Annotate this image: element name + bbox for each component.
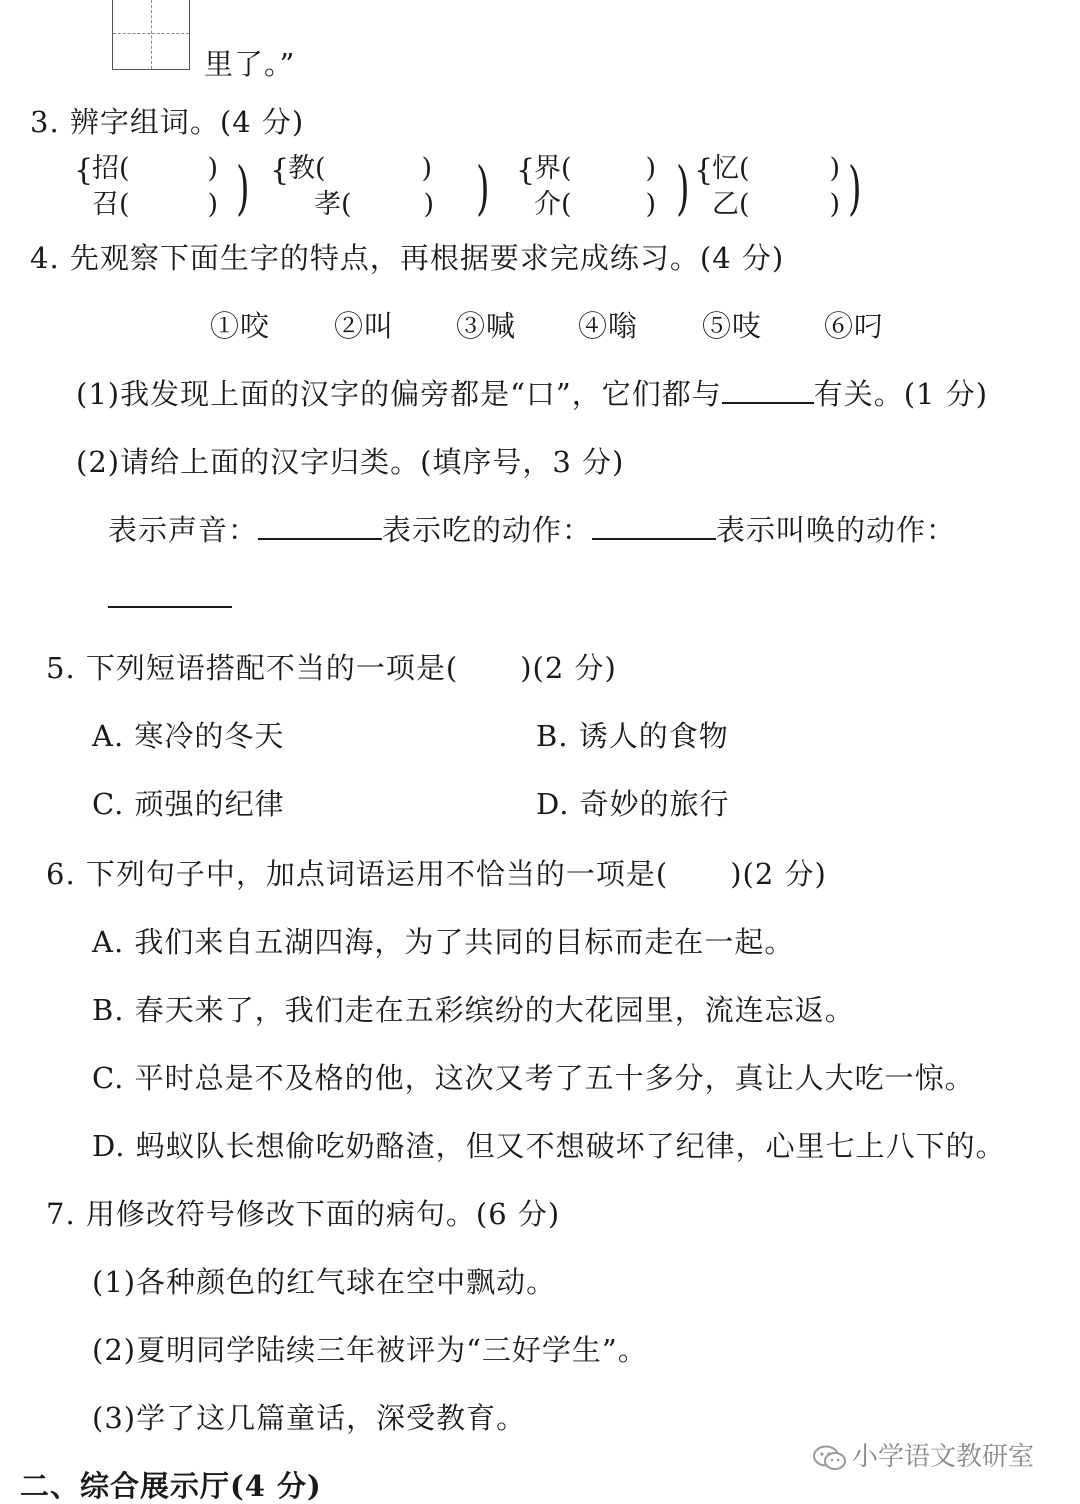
q3-group-1: { 招( ) 召( ) ): [74, 153, 250, 222]
q3-char: 招: [92, 153, 119, 184]
q3-char: 召: [92, 189, 119, 220]
q4-char-2: ②叫: [334, 309, 395, 343]
section-2-title: 二、综合展示厅(4 分): [20, 1469, 322, 1503]
q4-char-6: ⑥叼: [824, 309, 885, 343]
q4-char-1: ①咬: [210, 309, 271, 343]
q5-option-d[interactable]: D. 奇妙的旅行: [536, 787, 730, 821]
answer-blank[interactable]: [108, 580, 232, 608]
q3-title: 3. 辨字组词。(4 分): [30, 105, 305, 139]
answer-blank[interactable]: [722, 376, 814, 404]
q6-option-a[interactable]: A. 我们来自五湖四海，为了共同的目标而走在一起。: [92, 925, 795, 959]
watermark-text: 小学语文教研室: [852, 1442, 1035, 1472]
q5-option-b[interactable]: B. 诱人的食物: [536, 719, 729, 753]
q4-char-4: ④嗡: [578, 309, 639, 343]
q7-item-2: (2)夏明同学陆续三年被评为“三好学生”。: [92, 1333, 648, 1367]
q6-title: 6. 下列句子中，加点词语运用不恰当的一项是( )(2 分): [46, 857, 827, 891]
q7-item-3: (3)学了这几篇童话，深受教育。: [92, 1401, 527, 1435]
answer-blank[interactable]: [258, 512, 382, 540]
q6-option-b[interactable]: B. 春天来了，我们走在五彩缤纷的大花园里，流连忘返。: [92, 993, 855, 1027]
q3-char: 忆: [712, 153, 739, 184]
q5-title: 5. 下列短语搭配不当的一项是( )(2 分): [46, 651, 617, 685]
q7-title: 7. 用修改符号修改下面的病句。(6 分): [46, 1197, 561, 1231]
q4-categories-line2: [108, 580, 232, 616]
q3-char: 教: [288, 153, 315, 184]
watermark: [812, 1436, 1034, 1473]
q3-group-4: { 忆( ) 乙( ) ): [694, 153, 862, 222]
wechat-icon: [812, 1444, 848, 1472]
answer-blank[interactable]: [592, 512, 716, 540]
q5-option-a[interactable]: A. 寒冷的冬天: [92, 719, 285, 753]
q3-char: 孝: [314, 189, 341, 220]
q4-categories: 表示声音： 表示吃的动作： 表示叫唤的动作：: [108, 513, 957, 547]
q3-char: 界: [534, 153, 561, 184]
q3-char: 介: [534, 189, 561, 220]
q4-char-5: ⑤吱: [702, 309, 763, 343]
q4-char-3: ③喊: [456, 309, 517, 343]
previous-question-tail: 里了。”: [204, 47, 296, 81]
q4-sub1: (1)我发现上面的汉字的偏旁都是“口”，它们都与 有关。(1 分): [76, 377, 989, 411]
q7-item-1: (1)各种颜色的红气球在空中飘动。: [92, 1265, 557, 1299]
q6-option-d[interactable]: D. 蚂蚁队长想偷吃奶酪渣，但又不想破坏了纪律，心里七上八下的。: [92, 1129, 1006, 1163]
q5-option-c[interactable]: C. 顽强的纪律: [92, 787, 285, 821]
q4-title: 4. 先观察下面生字的特点，再根据要求完成练习。(4 分): [30, 241, 785, 275]
q3-char: 乙: [712, 189, 739, 220]
q4-sub2: (2)请给上面的汉字归类。(填序号，3 分): [76, 445, 625, 479]
tianzige-box: [112, 0, 190, 70]
q3-group-2: { 教( ) 孝( ) ): [270, 153, 490, 222]
q3-group-3: { 界( ) 介( ) ): [516, 153, 690, 222]
q6-option-c[interactable]: C. 平时总是不及格的他，这次又考了五十多分，真让人大吃一惊。: [92, 1061, 975, 1095]
